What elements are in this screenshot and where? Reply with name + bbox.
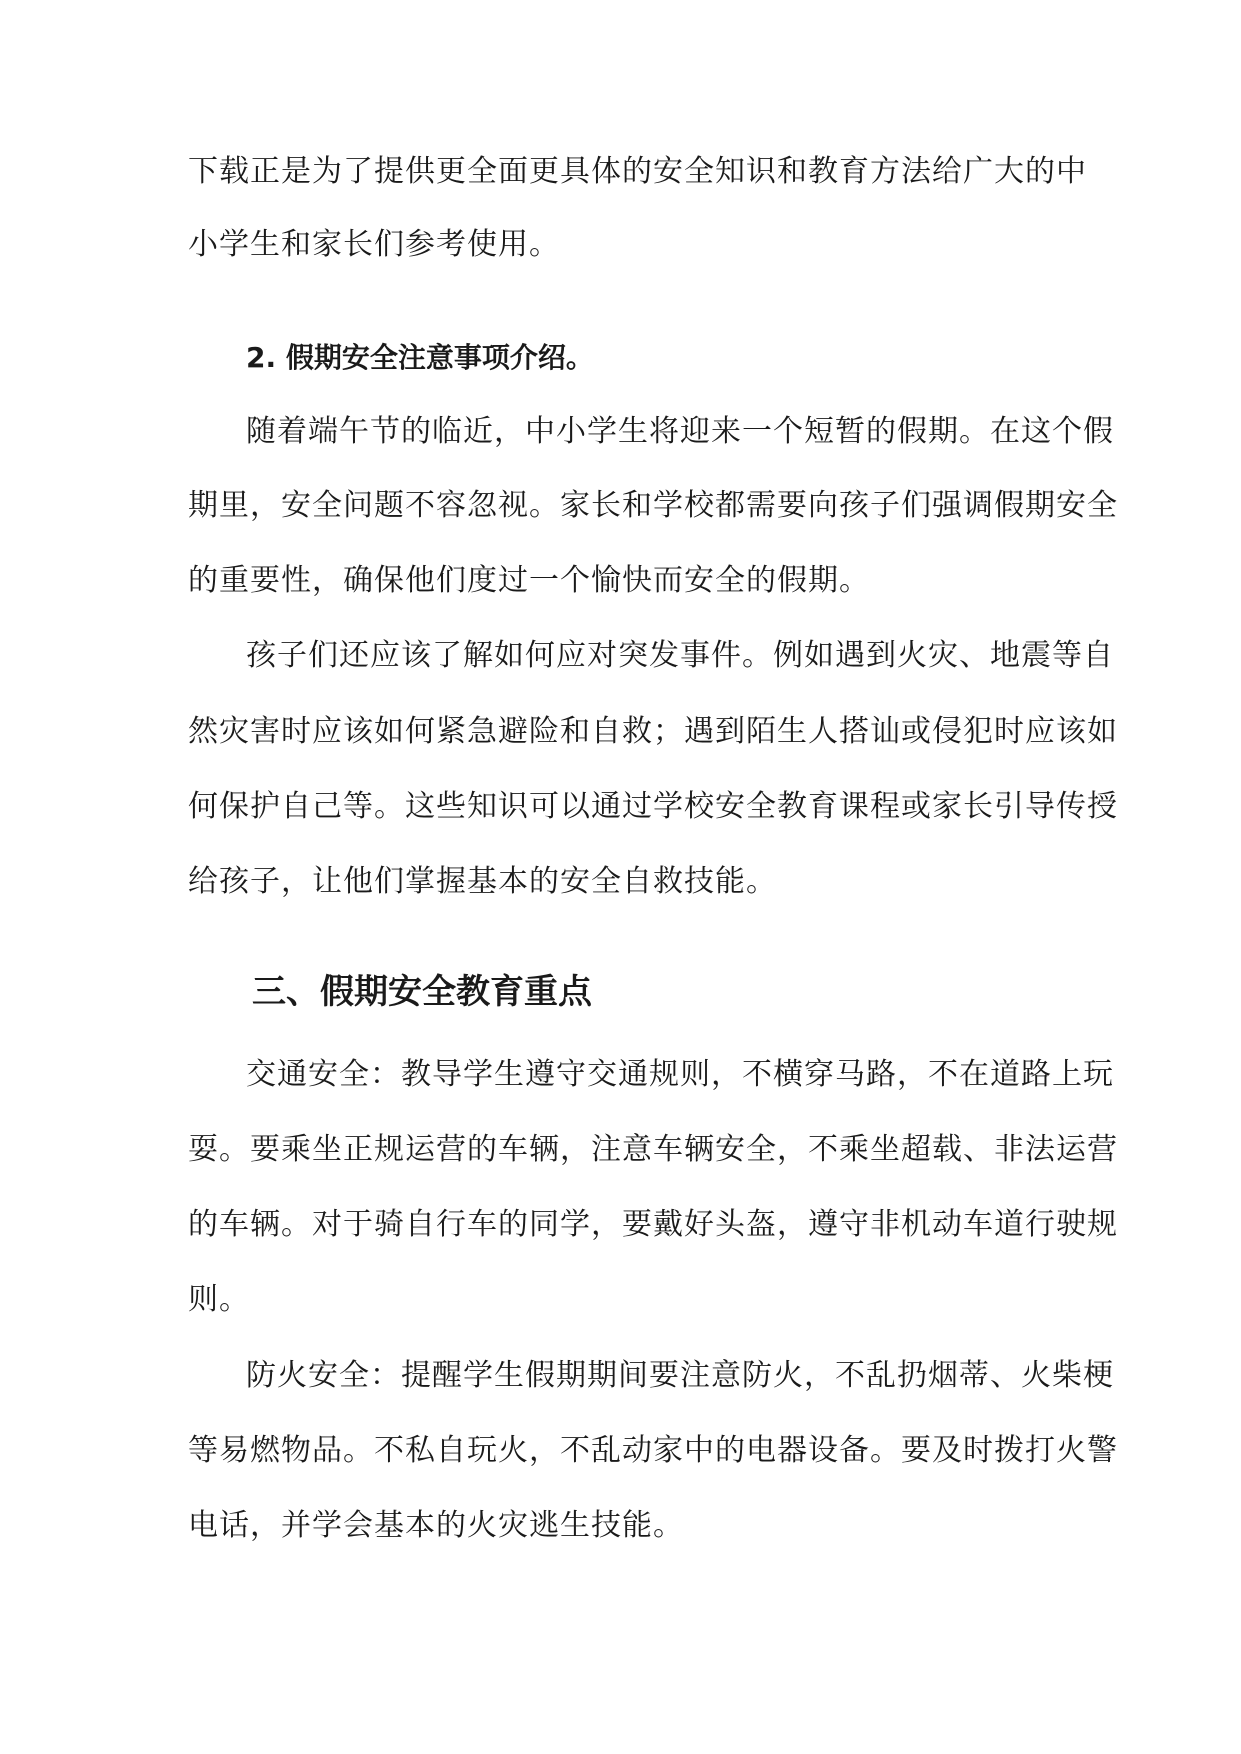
intro-line-1: 下载正是为了提供更全面更具体的安全知识和教育方法给广大的中 xyxy=(188,154,1087,189)
section-3-para-2-line-2: 等易燃物品。不私自玩火，不乱动家中的电器设备。要及时拨打火警 xyxy=(188,1433,1118,1468)
section-2-heading: 2. 假期安全注意事项介绍。 xyxy=(246,341,594,374)
section-2-para-1-line-2: 期里，安全问题不容忽视。家长和学校都需要向孩子们强调假期安全 xyxy=(188,488,1118,523)
section-2-para-1-line-1: 随着端午节的临近，中小学生将迎来一个短暂的假期。在这个假 xyxy=(246,414,1114,449)
intro-line-2: 小学生和家长们参考使用。 xyxy=(188,227,560,262)
section-3-para-1-line-1: 交通安全：教导学生遵守交通规则，不横穿马路，不在道路上玩 xyxy=(246,1057,1114,1092)
section-3-para-1-line-4: 则。 xyxy=(188,1282,250,1317)
section-3-para-2-line-1: 防火安全：提醒学生假期期间要注意防火，不乱扔烟蒂、火柴梗 xyxy=(246,1358,1114,1393)
section-3-para-2-line-3: 电话，并学会基本的火灾逃生技能。 xyxy=(188,1508,684,1543)
section-2-para-2-line-1: 孩子们还应该了解如何应对突发事件。例如遇到火灾、地震等自 xyxy=(246,638,1114,673)
section-3-heading: 三、假期安全教育重点 xyxy=(252,972,592,1012)
section-3-para-1-line-2: 耍。要乘坐正规运营的车辆，注意车辆安全，不乘坐超载、非法运营 xyxy=(188,1132,1118,1167)
section-2-para-1-line-3: 的重要性，确保他们度过一个愉快而安全的假期。 xyxy=(188,563,870,598)
section-2-para-2-line-2: 然灾害时应该如何紧急避险和自救；遇到陌生人搭讪或侵犯时应该如 xyxy=(188,714,1118,749)
section-2-para-2-line-3: 何保护自己等。这些知识可以通过学校安全教育课程或家长引导传授 xyxy=(188,789,1118,824)
section-2-para-2-line-4: 给孩子，让他们掌握基本的安全自救技能。 xyxy=(188,864,777,899)
section-3-para-1-line-3: 的车辆。对于骑自行车的同学，要戴好头盔，遵守非机动车道行驶规 xyxy=(188,1207,1118,1242)
